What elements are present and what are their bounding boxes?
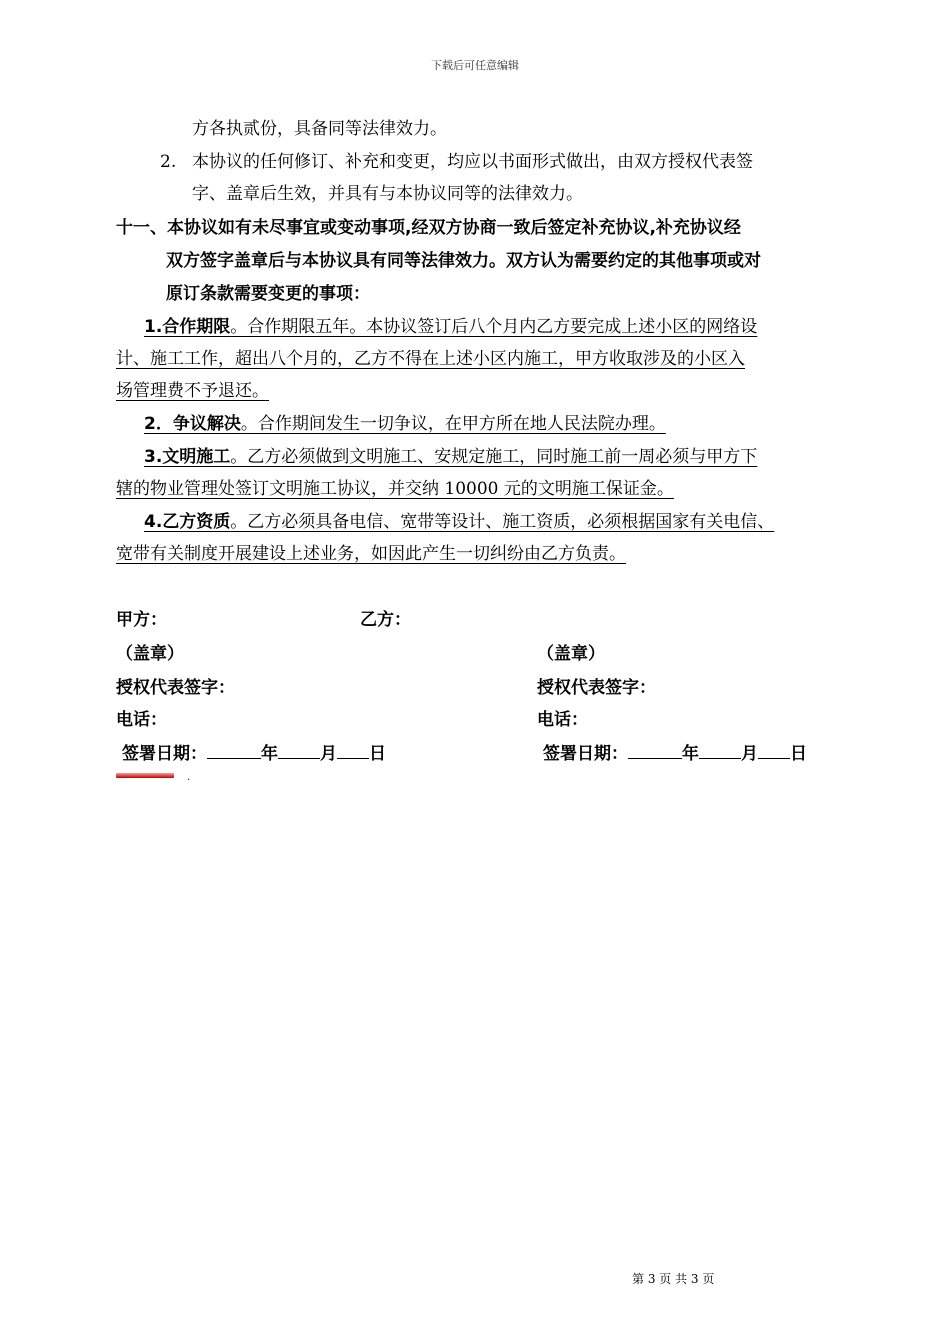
- day-blank[interactable]: [758, 742, 790, 759]
- red-stamp-mark: [116, 773, 174, 778]
- month-blank[interactable]: [699, 742, 741, 759]
- clause-1-line-1: [116, 316, 757, 338]
- article-11-line-1: 十一、本协议如有未尽事宜或变动事项,经双方协商一致后签定补充协议,补充协议经: [116, 218, 741, 238]
- clause-2-text-1: 。合作期间发生一切争议，在甲方所在地人民法院办理。: [240, 414, 666, 434]
- clause-2-title: 2．争议解决: [144, 414, 241, 434]
- day-label: 日: [369, 744, 386, 764]
- clause-4-line-1: [116, 511, 774, 533]
- clause-1-line-2: 计、施工工作，超出八个月的，乙方不得在上述小区内施工，甲方收取涉及的小区入: [116, 349, 745, 369]
- item-2-number: 2.: [160, 152, 177, 172]
- clause-1-line-3: 场管理费不予退还。: [116, 381, 269, 401]
- year-blank[interactable]: [207, 742, 261, 759]
- month-label: 月: [320, 744, 337, 764]
- article-11-line-2: 双方签字盖章后与本协议具有同等法律效力。双方认为需要约定的其他事项或对: [166, 251, 761, 271]
- party-a-seal: （盖章）: [116, 644, 184, 664]
- item-2-text-1: 本协议的任何修订、补充和变更，均应以书面形式做出，由双方授权代表签: [192, 152, 753, 172]
- clause-1-title: 1.合作期限: [144, 317, 231, 337]
- clause-3-line-1: [116, 446, 757, 468]
- header-note: 下载后可任意编辑: [431, 59, 519, 72]
- clause-3-text-1: 。乙方必须做到文明施工、安规定施工，同时施工前一周必须与甲方下: [230, 447, 758, 467]
- month-label: 月: [741, 744, 758, 764]
- clause-3-line-2: 辖的物业管理处签订文明施工协议，并交纳 10000 元的文明施工保证金。: [116, 479, 674, 499]
- article-11-line-3: 原订条款需要变更的事项：: [166, 284, 370, 304]
- day-label: 日: [790, 744, 807, 764]
- year-label: 年: [261, 744, 278, 764]
- party-b-seal: （盖章）: [537, 644, 605, 664]
- party-a-phone: 电话：: [116, 710, 167, 730]
- page-footer: 第 3 页 共 3 页: [632, 1272, 715, 1286]
- clause-4-title: 4.乙方资质: [144, 512, 231, 532]
- year-blank[interactable]: [628, 742, 682, 759]
- clause-4-line-2: 宽带有关制度开展建设上述业务，如因此产生一切纠纷由乙方负责。: [116, 544, 626, 564]
- clause-2-line-1: [116, 413, 666, 435]
- party-a-rep: 授权代表签字：: [116, 678, 235, 698]
- party-b-phone: 电话：: [537, 710, 588, 730]
- party-b-rep: 授权代表签字：: [537, 678, 656, 698]
- item-2-line-1: [160, 151, 753, 173]
- clause-4-text-1: 。乙方必须具备电信、宽带等设计、施工资质，必须根据国家有关电信、: [230, 512, 775, 532]
- party-a-date-label: 签署日期：: [122, 744, 207, 764]
- continuation-text: 方各执贰份，具备同等法律效力。: [192, 119, 447, 139]
- year-label: 年: [682, 744, 699, 764]
- party-b-label: 乙方：: [360, 610, 411, 630]
- day-blank[interactable]: [337, 742, 369, 759]
- party-b-date-label: 签署日期：: [543, 744, 628, 764]
- month-blank[interactable]: [278, 742, 320, 759]
- clause-3-title: 3.文明施工: [144, 447, 231, 467]
- dot-mark: .: [187, 772, 191, 783]
- party-a-date: [122, 742, 386, 765]
- party-b-date: [543, 742, 807, 765]
- clause-1-text-1: 。合作期限五年。本协议签订后八个月内乙方要完成上述小区的网络设: [230, 317, 758, 337]
- party-a-label: 甲方：: [116, 610, 167, 630]
- item-2-line-2: 字、盖章后生效，并具有与本协议同等的法律效力。: [192, 184, 583, 204]
